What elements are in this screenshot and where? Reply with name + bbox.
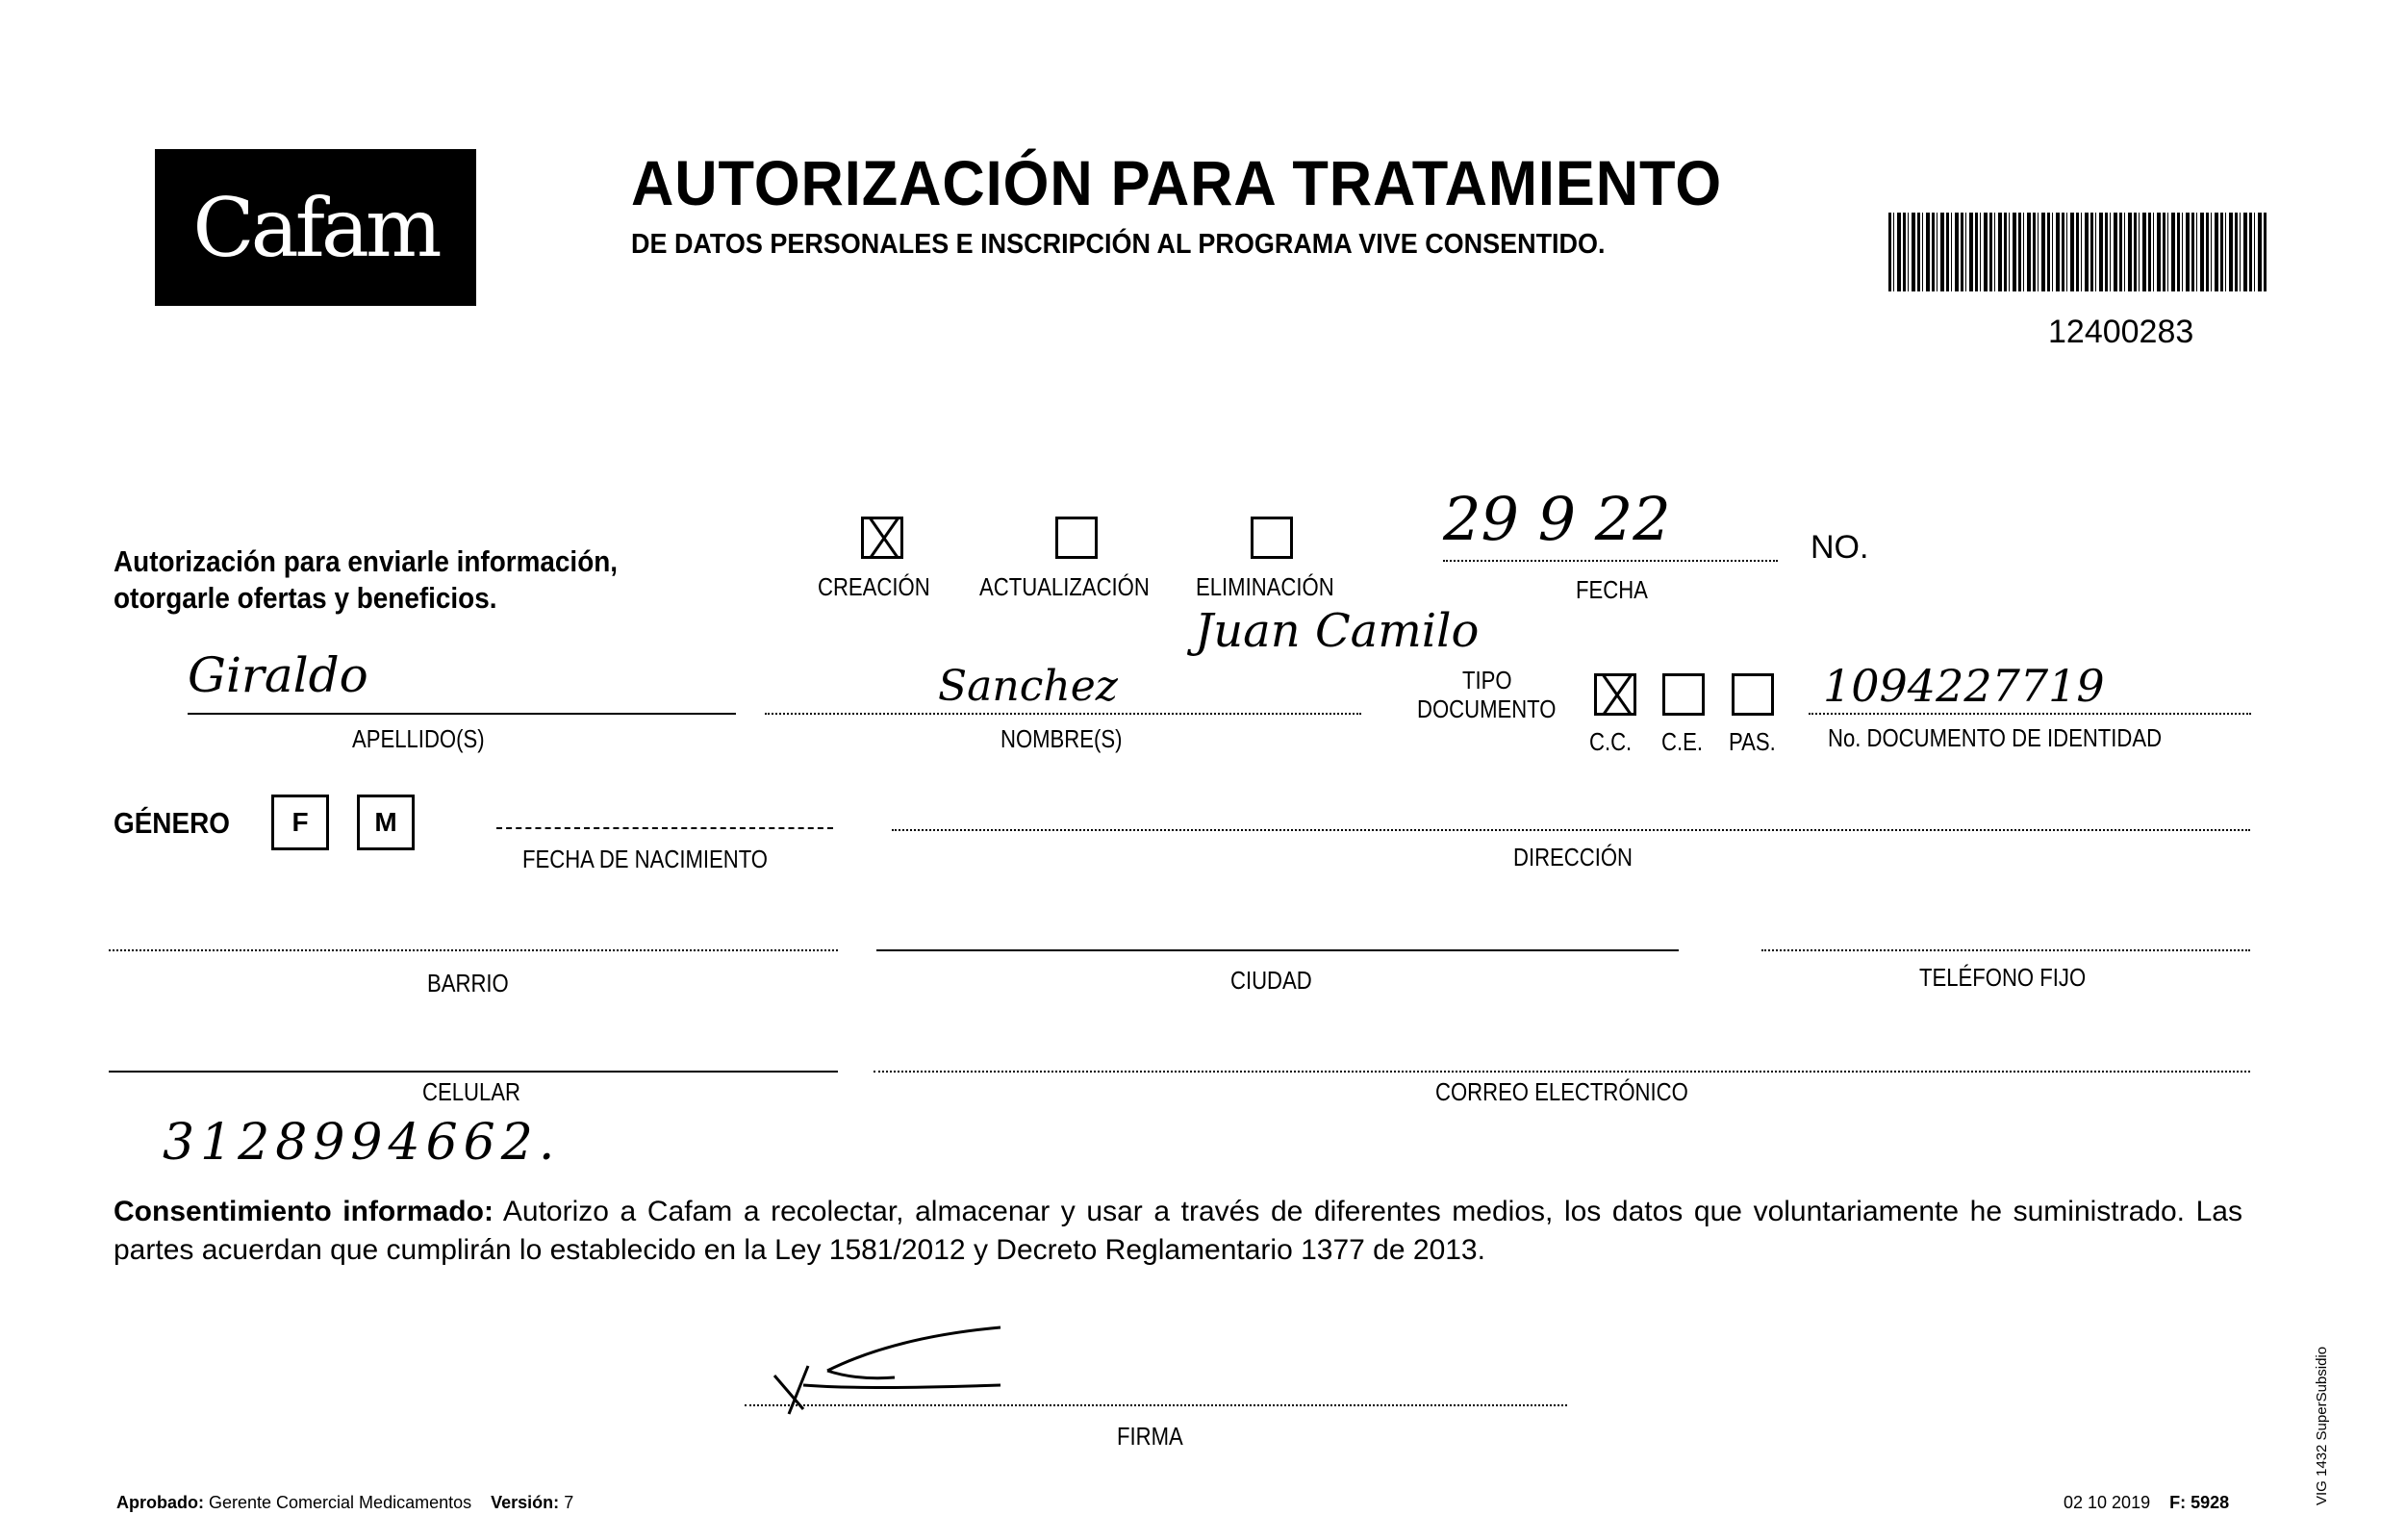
consent-text: Autorizo a Cafam a recolectar, almacenar y usar a través de diferentes medios, los datos que voluntariamente he suministrado. Las partes acuerdan que cumplirán lo establecido en la Ley 1581/2012 y Decreto Reglamentario 1377 de 2013. <box>114 1196 2242 1266</box>
fecha-label: FECHA <box>1576 575 1648 604</box>
firma-label: FIRMA <box>1117 1422 1183 1451</box>
fecha-line <box>1443 560 1778 562</box>
vertical-print-text: VIG 1432 SuperSubsidio <box>2314 1346 2330 1505</box>
apellidos-label: APELLIDO(S) <box>352 724 485 753</box>
footer-date <box>2064 1493 2229 1513</box>
auth-line-1: Autorización para enviarle información, <box>114 544 619 578</box>
nombres-value[interactable]: Sanchez <box>938 662 1118 711</box>
correo-label: CORREO ELECTRÓNICO <box>1435 1077 1688 1106</box>
barcode <box>1888 213 2268 291</box>
version-value: 7 <box>564 1493 574 1512</box>
barrio-line <box>109 949 838 951</box>
footer-approved <box>116 1493 573 1513</box>
code-value: F: 5928 <box>2169 1493 2230 1512</box>
direccion-line <box>892 829 2250 831</box>
fecha-value[interactable]: 29 9 22 <box>1443 484 1671 554</box>
version-label: Versión: <box>491 1493 560 1512</box>
consent-title: Consentimiento informado: <box>114 1196 494 1227</box>
apellidos-value[interactable]: Giraldo <box>188 647 368 703</box>
documento-value[interactable]: 1094227719 <box>1823 660 2105 712</box>
form-title: AUTORIZACIÓN PARA TRATAMIENTO <box>631 147 1723 218</box>
telefono-label: TELÉFONO FIJO <box>1919 963 2087 992</box>
checkbox-actualizacion[interactable] <box>1055 517 1098 559</box>
fecha-nacimiento-line <box>496 827 833 829</box>
no-label: NO. <box>1811 529 1869 566</box>
correo-line <box>874 1071 2250 1073</box>
checkbox-eliminacion[interactable] <box>1251 517 1293 559</box>
telefono-line <box>1761 949 2250 951</box>
nombres-line <box>765 713 1361 715</box>
tipo-label: TIPO <box>1462 666 1512 694</box>
ciudad-line <box>876 949 1679 951</box>
authorization-text <box>114 543 618 617</box>
celular-value[interactable]: 3128994662. <box>163 1114 561 1172</box>
signature-mark <box>750 1318 1039 1433</box>
signature-line <box>745 1404 1567 1406</box>
celular-line <box>109 1071 838 1073</box>
date-value: 02 10 2019 <box>2064 1493 2151 1512</box>
form-subtitle: DE DATOS PERSONALES E INSCRIPCIÓN AL PROGRAMA VIVE CONSENTIDO. <box>631 229 1606 260</box>
checkbox-cc[interactable] <box>1594 673 1636 716</box>
label-eliminacion: ELIMINACIÓN <box>1196 572 1334 601</box>
documento-label: No. DOCUMENTO DE IDENTIDAD <box>1828 723 2163 752</box>
aprobado-label: Aprobado: <box>116 1493 204 1512</box>
cafam-logo <box>155 149 476 306</box>
label-creacion: CREACIÓN <box>818 572 930 601</box>
genero-m-box[interactable]: M <box>357 795 415 850</box>
consent-paragraph <box>114 1193 2242 1270</box>
direccion-label: DIRECCIÓN <box>1513 843 1634 871</box>
celular-label: CELULAR <box>422 1077 520 1106</box>
genero-label: GÉNERO <box>114 806 230 840</box>
nombres-extra[interactable]: Juan Camilo <box>1195 604 1480 658</box>
nombres-label: NOMBRE(S) <box>1000 724 1123 753</box>
fecha-nacimiento-label: FECHA DE NACIMIENTO <box>522 845 769 873</box>
label-actualizacion: ACTUALIZACIÓN <box>979 572 1150 601</box>
checkbox-ce[interactable] <box>1662 673 1705 716</box>
ciudad-label: CIUDAD <box>1230 966 1312 995</box>
genero-f-box[interactable]: F <box>271 795 329 850</box>
checkbox-pas[interactable] <box>1732 673 1774 716</box>
barcode-number: 12400283 <box>2048 314 2194 350</box>
documento-line <box>1809 713 2251 715</box>
barrio-label: BARRIO <box>427 969 509 997</box>
documento-type-label: DOCUMENTO <box>1417 694 1557 723</box>
label-ce: C.E. <box>1661 727 1703 756</box>
logo-text: Cafam <box>192 180 439 275</box>
label-pas: PAS. <box>1729 727 1776 756</box>
auth-line-2: otorgarle ofertas y beneficios. <box>114 581 497 615</box>
checkbox-creacion[interactable] <box>861 517 903 559</box>
label-cc: C.C. <box>1589 727 1633 756</box>
apellidos-line <box>188 713 736 715</box>
aprobado-value: Gerente Comercial Medicamentos <box>209 1493 472 1512</box>
